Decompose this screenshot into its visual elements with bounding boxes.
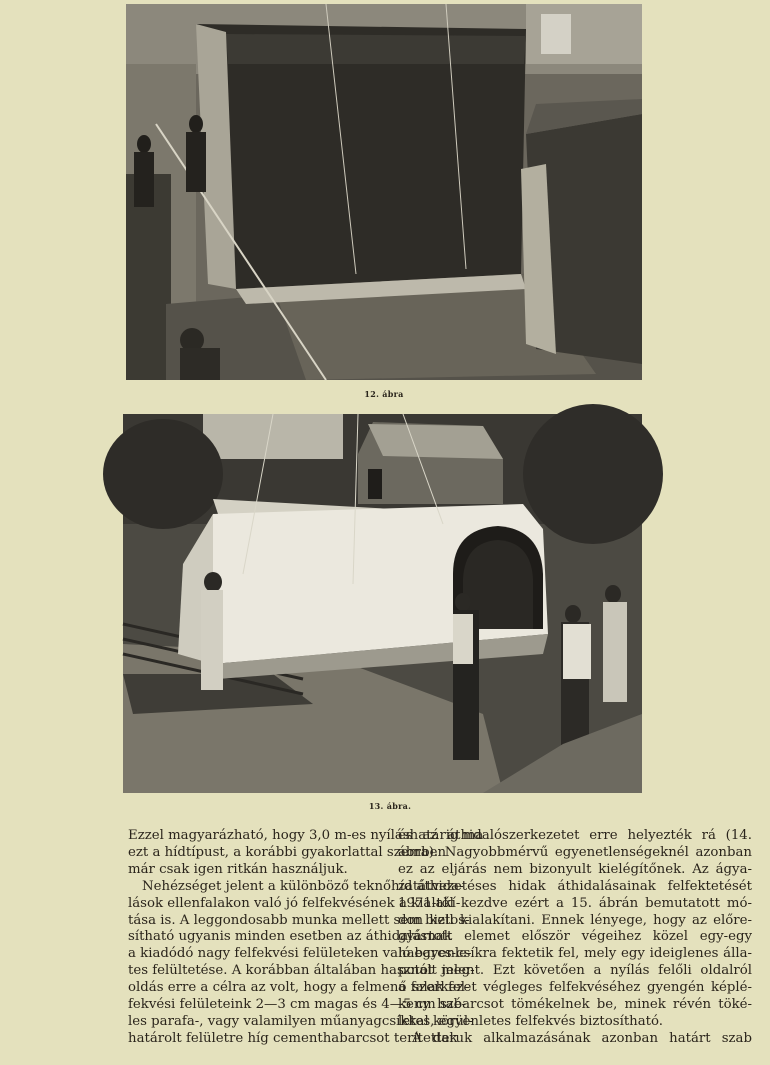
text-line: határolt felületre híg cementhabarcsot terítettek	[128, 1030, 458, 1046]
text-line: potot jelent. Ezt követően a nyílás felőli oldalról	[398, 963, 752, 979]
text-line: keny habarcsot tömékelnek be, minek révén töké-	[398, 997, 752, 1013]
text-line: don kell kialakítani. Ennek lényege, hogy az előre-	[398, 912, 752, 928]
text-line: gyártott elemet először végeihez közel egy-egy	[398, 929, 752, 945]
text-line: sítható ugyanis minden esetben az áthidalásnak	[128, 929, 452, 945]
figure-13-image	[123, 414, 642, 793]
text-line: ez az eljárás nem bizonyult kielégítőnek. Az ágya-	[398, 861, 752, 877]
text-line: oldás erre a célra az volt, hogy a felmenő falak fel-	[128, 980, 470, 996]
text-line: és az áthidalószerkezetet erre helyezték rá (14.	[398, 828, 752, 843]
text-line: a szerkezet végleges felfekvéséhez gyengén képlé-	[398, 980, 752, 996]
text-line: lások ellenfalakon való jó felfekvésének a kialakí-	[128, 895, 461, 911]
text-line: A daruk alkalmazásának azonban határt szab	[412, 1030, 752, 1046]
text-column-left	[128, 828, 484, 1048]
text-line: letes, egyenletes felfekvés biztosítható.	[398, 1013, 664, 1029]
figure-12-photo	[126, 4, 642, 380]
figure-13-caption: 13. ábra.	[368, 801, 412, 811]
text-line: habarcs-csíkra fektetik fel, mely egy ideiglenes álla-	[398, 946, 752, 962]
text-line: Nehézséget jelent a különböző teknőhíd áthida-	[142, 878, 464, 894]
text-line: Ezzel magyarázható, hogy 3,0 m-es nyíláshatárig ma	[128, 828, 484, 843]
text-column-right	[398, 828, 752, 1048]
text-line: les parafa-, vagy valamilyen műanyagcsíkkal körül-	[128, 1013, 473, 1029]
text-line: ezt a hídtípust, a korábbi gyakorlattal szemben	[128, 844, 447, 860]
text-line: 1971-től kezdve ezért a 15. ábrán bemutatott mó-	[398, 895, 752, 911]
text-line: már csak igen ritkán használjuk.	[128, 861, 348, 877]
text-line: fekvési felületeink 2—3 cm magas és 4—5 cm szé-	[128, 997, 467, 1013]
text-line: tes felültetése. A korábban általában használt meg-	[128, 963, 475, 979]
text-line: zatátvezetéses hidak áthidalásainak felfektetését	[398, 878, 752, 894]
figure-12-caption: 12. ábra	[364, 389, 404, 399]
figure-12-image	[126, 4, 642, 380]
text-line: ábra). Nagyobbmérvű egyenetlenségeknél azonban	[398, 844, 752, 860]
text-line: tása is. A leggondosabb munka mellett sem biztos-	[128, 912, 470, 928]
text-line: a kiadódó nagy felfekvési felületeken való egyenle-	[128, 946, 472, 962]
figure-13-photo	[123, 414, 642, 793]
